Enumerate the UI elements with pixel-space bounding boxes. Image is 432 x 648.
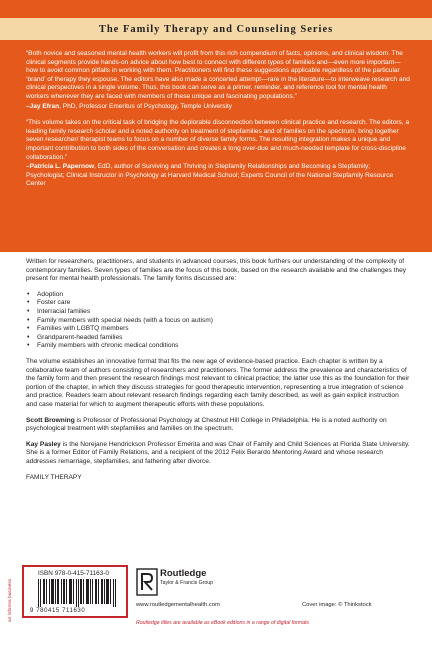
review-credentials: , PhD, Professor Emeritus of Psychology, Temple University	[59, 102, 233, 110]
intro-paragraph: Written for researchers, practitioners, and students in advanced courses, this book furthers our understanding of the complexity of contemporary families. Seven types of families are the focus of this book, based on the research available and the challenges they present for mental health professionals. The family forms discussed are:	[26, 258, 407, 283]
review-attribution	[26, 103, 410, 112]
series-title: The Family Therapy and Counseling Series	[98, 23, 334, 35]
list-item: • Family members with special needs (with a focus on autism)	[26, 317, 410, 326]
author-bio	[26, 441, 410, 467]
book-description	[26, 258, 410, 490]
barcode-digits: 9 780415 711630	[30, 608, 86, 614]
review-quote: “This volume takes on the critical task of bridging the deplorable disconnection between clinical practice and research. The editors, a leading family research scholar and a noted authority on treatment of stepfamilies and of families on the spectrum, bring together seven researcher/ therapist teams to focus on a number of diverse family forms. The resulting integration makes a unique and important contribution to both sides of the conversation and creates a long over-due and much-needed template for cross-discipline collaboration.”	[26, 119, 410, 161]
list-item: • Families with LGBTQ members	[26, 325, 410, 334]
barcode-panel	[22, 565, 128, 618]
publisher-imprint: Taylor & Francis Group	[160, 580, 214, 586]
ebook-note: Routledge titles are available as eBook editions in a range of digital formats	[136, 620, 310, 626]
isbn-label: ISBN 978-0-415-71163-0	[38, 570, 109, 577]
list-item: • Grandparent-headed families	[26, 334, 410, 343]
review-attribution	[26, 163, 410, 189]
barcode-icon	[38, 579, 118, 607]
list-item: • Interracial families	[26, 308, 410, 317]
informa-label: an informa business	[8, 579, 13, 622]
list-item: • Adoption	[26, 291, 410, 300]
review	[26, 50, 410, 111]
publisher-url[interactable]: www.routledgementalhealth.com	[136, 602, 220, 608]
cover-image-credit: Cover image: © Thinkstock	[302, 602, 372, 608]
review	[26, 119, 410, 189]
author-bio	[26, 417, 410, 434]
series-banner	[0, 18, 432, 40]
publisher-name: Routledge	[160, 568, 207, 579]
author-bio-text: is the Norejane Hendrickson Professor Emerita and was Chair of Family and Child Sciences at Florida State University. She is a former Editor of Family Relations, and a recipient of the 2012 Felix Berardo Mentoring Award and whose research addresses remarriage, stepfamilies, and fathering after divorce.	[26, 440, 410, 465]
author-bio-text: is Professor of Professional Psychology at Chestnut Hill College in Philadelphia. He is a noted authority on psychological treatment with stepfamilies and families on the spectrum.	[26, 416, 387, 433]
review-quote: “Both novice and seasoned mental health workers will profit from this rich compendium of facts, opinions, and clinical wisdom. The clinical segments provide hands-on advice about how best to connect with different types of families and—even more important—how to avoid common pitfalls in working with them. Practitioners will find these suggestions applicable regardless of the particular ‘brand’ of therapy they espouse. The editors have also made a concerted attempt—rare in the literature—to interweave research and clinical perspectives in a single volume. Thus, this book can serve as a primer, reminder, and reference tool for mental health workers whenever they are faced with members of these unique and fascinating populations.”	[26, 50, 410, 100]
review-list	[26, 50, 410, 189]
author-name: Kay Pasley	[26, 440, 61, 448]
review-author: –Jay Efran	[26, 102, 60, 110]
routledge-logo-icon	[136, 568, 158, 596]
format-paragraph: The volume establishes an innovative format that fits the new age of evidence-based practice. Each chapter is written by a collaborative team of authors consisting of researchers and practitioners. The former address the prevalence and characteristics of the family form and then present the research findings most relevant to clinical practice; the latter use this as the foundation for their portion of the chapter, in which they discuss strategies for good therapeutic intervention, representing a true integration of science and practice. Readers learn about relevant research findings regarding each family described, as well as gain explicit instruction and case material for which to augment therapeutic efforts with these populations.	[26, 357, 410, 408]
review-credentials: , EdD, author of Surviving and Thriving in Stepfamily Relationships and Becoming a Stepfamily; Psychologist; Clinical Instructor in Psychology at Harvard Medical School; Experts Council of the National Stepfamily Resource Center	[26, 163, 394, 188]
subject-category: FAMILY THERAPY	[26, 474, 82, 482]
author-name: Scott Browning	[26, 416, 75, 424]
review-author: –Patricia L. Papernow	[26, 163, 95, 171]
list-item: • Family members with chronic medical conditions	[26, 342, 410, 351]
family-forms-list	[26, 291, 410, 351]
list-item: • Foster care	[26, 299, 410, 308]
